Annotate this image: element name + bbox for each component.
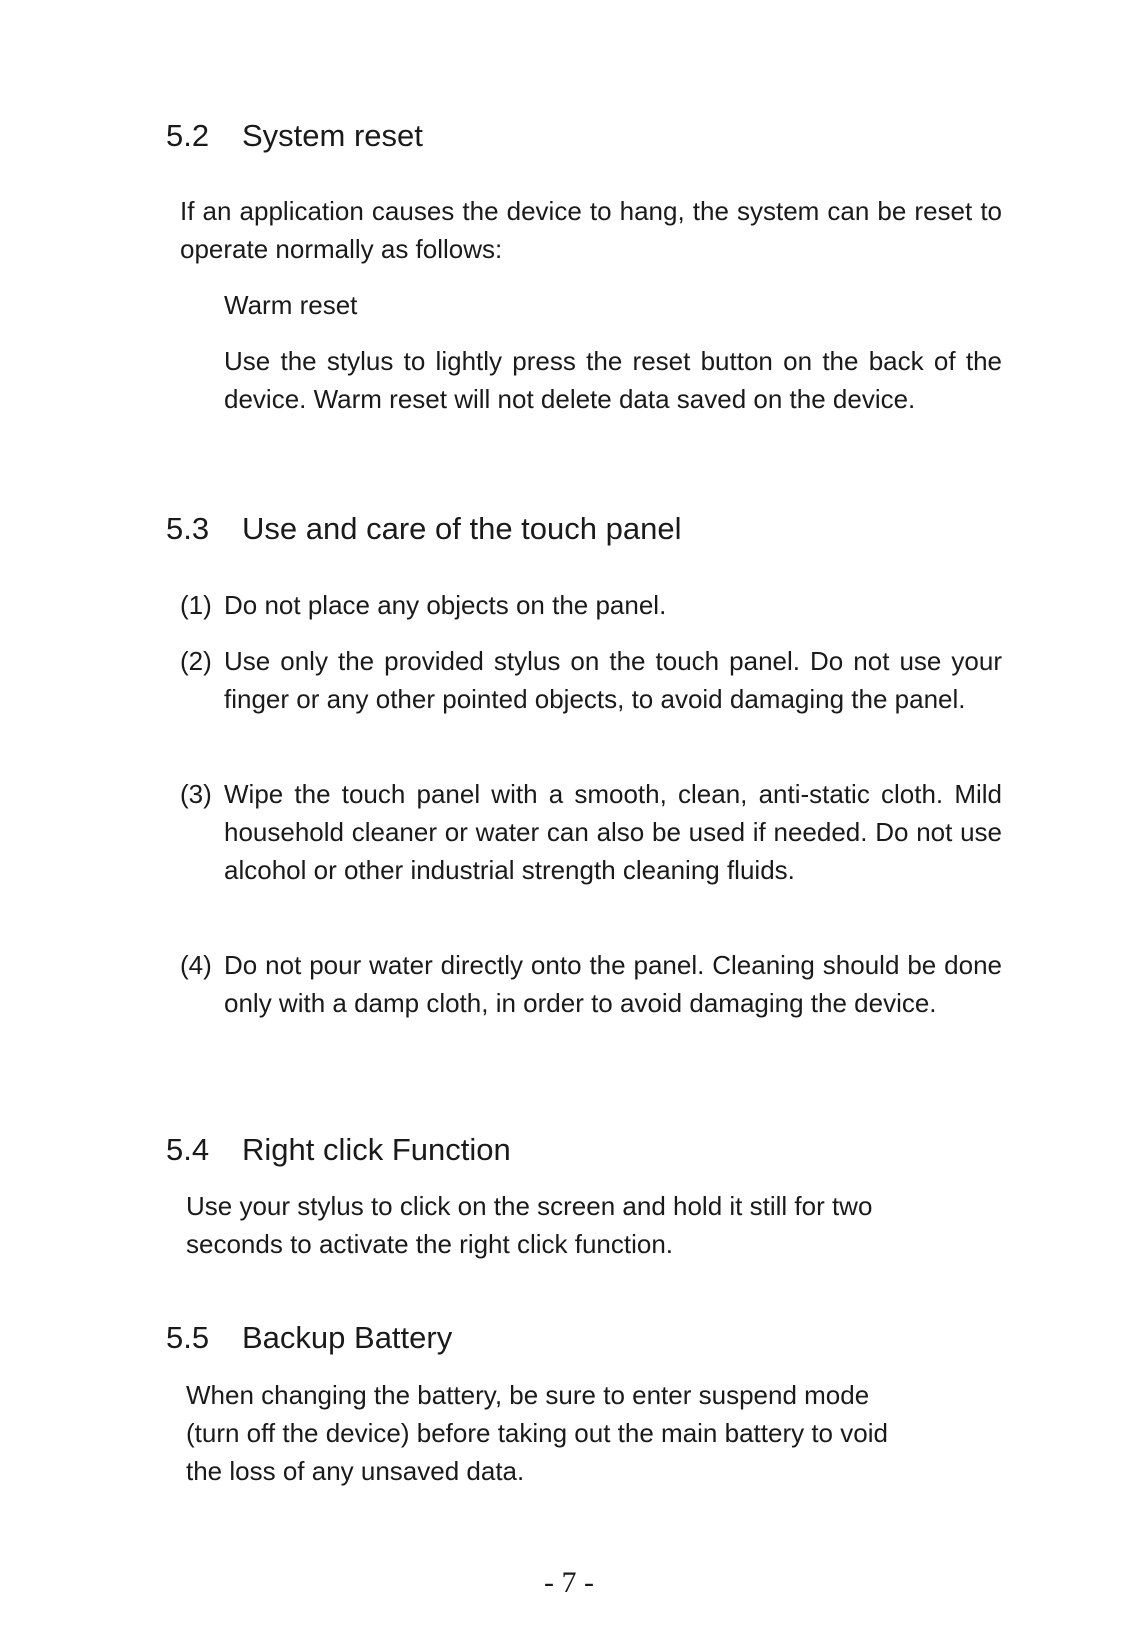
body-line: When changing the battery, be sure to enter suspend mode [186,1380,870,1410]
list-item-text: Do not pour water directly onto the panel. Cleaning should be done only with a damp cloth, in order to avoid damaging the device. [224,950,1002,1018]
section-heading-5-3 [166,510,681,548]
body-line: (turn off the device) before taking out the main battery to void [186,1418,888,1448]
warm-reset-body: Use the stylus to lightly press the reset button on the back of the device. Warm reset will not delete data saved on the device. [224,346,1002,414]
page-number: - 7 - [544,1566,594,1599]
list-item-text: Do not place any objects on the panel. [224,590,667,620]
body-line: Use your stylus to click on the screen and hold it still for two [186,1191,873,1221]
section-title: Use and care of the touch panel [242,511,682,546]
list-item [180,642,1002,718]
list-marker: (4) [180,950,212,980]
section-title: Backup Battery [242,1320,453,1355]
section-title: System reset [242,118,423,153]
body-line: the loss of any unsaved data. [186,1456,525,1486]
section-heading-5-2 [166,117,423,155]
list-item [180,946,1002,1022]
body-line: seconds to activate the right click function. [186,1229,674,1259]
section-heading-5-5 [166,1319,452,1357]
section-heading-5-4 [166,1131,511,1169]
section-number: 5.5 [166,1320,210,1355]
list-item [180,775,1002,889]
list-item-text: Use only the provided stylus on the touch panel. Do not use your finger or any other pointed objects, to avoid damaging the panel. [224,646,1002,714]
list-marker: (2) [180,646,212,676]
section-number: 5.4 [166,1132,210,1167]
right-click-body [186,1187,1002,1263]
list-item-text: Wipe the touch panel with a smooth, clean, anti-static cloth. Mild household cleaner or water can also be used if needed. Do not use alcohol or other industrial strength cleaning fluids. [224,779,1002,885]
system-reset-intro: If an application causes the device to hang, the system can be reset to operate normally as follows: [180,196,1002,264]
list-marker: (1) [180,590,212,620]
backup-battery-body [186,1376,1002,1490]
list-item [180,586,1002,624]
section-title: Right click Function [242,1132,511,1167]
section-number: 5.2 [166,118,210,153]
warm-reset-subheading: Warm reset [224,290,358,320]
list-marker: (3) [180,779,212,809]
section-number: 5.3 [166,511,210,546]
